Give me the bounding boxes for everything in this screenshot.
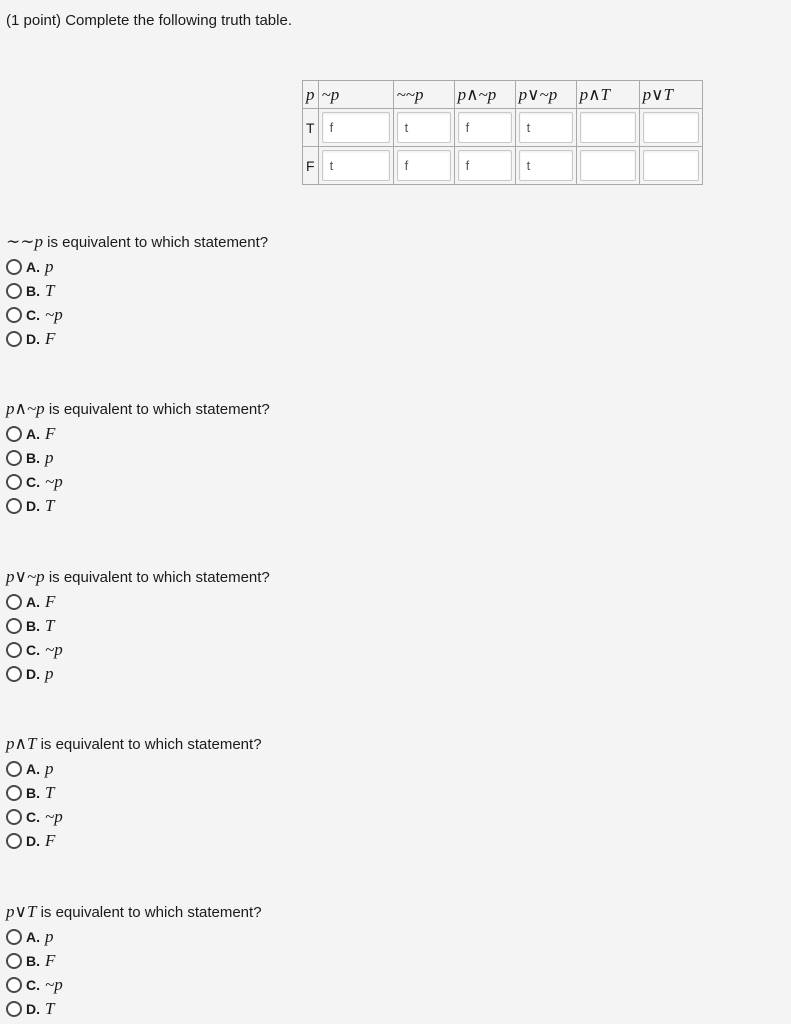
option-c[interactable]: C. ~p <box>6 805 262 829</box>
radio-button[interactable] <box>6 259 22 275</box>
question-p-and-not-p <box>6 398 270 518</box>
option-d[interactable]: D. T <box>6 494 270 518</box>
question-text: is equivalent to which statement? <box>48 569 270 586</box>
option-b[interactable]: B. T <box>6 781 262 805</box>
option-d[interactable]: D. T <box>6 997 262 1021</box>
answer-input[interactable]: f <box>322 112 390 143</box>
radio-button[interactable] <box>6 426 22 442</box>
answer-input[interactable]: t <box>322 150 390 181</box>
cell <box>393 109 454 147</box>
header-p-and-not-p: p∧~p <box>454 81 515 109</box>
truth-table-header-row <box>303 81 703 109</box>
option-c[interactable]: C. ~p <box>6 303 268 327</box>
answer-input[interactable]: f <box>397 150 451 181</box>
cell <box>393 147 454 185</box>
option-c[interactable]: C. ~p <box>6 638 270 662</box>
truth-table-row <box>303 109 703 147</box>
option-b[interactable]: B. T <box>6 614 270 638</box>
radio-button[interactable] <box>6 953 22 969</box>
radio-button[interactable] <box>6 666 22 682</box>
header-not-not-p: ~~p <box>393 81 454 109</box>
radio-button[interactable] <box>6 498 22 514</box>
cell <box>576 147 639 185</box>
header-p-or-not-p: p∨~p <box>515 81 576 109</box>
option-a[interactable]: A. F <box>6 422 270 446</box>
radio-button[interactable] <box>6 450 22 466</box>
radio-button[interactable] <box>6 474 22 490</box>
radio-button[interactable] <box>6 809 22 825</box>
answer-input[interactable] <box>580 112 636 143</box>
radio-button[interactable] <box>6 594 22 610</box>
option-d[interactable]: D. p <box>6 662 270 686</box>
option-a[interactable]: A. F <box>6 590 270 614</box>
cell <box>318 109 393 147</box>
header-p-or-t: p∨T <box>639 81 702 109</box>
cell <box>454 109 515 147</box>
radio-button[interactable] <box>6 642 22 658</box>
cell <box>639 147 702 185</box>
question-text: is equivalent to which statement? <box>40 904 262 921</box>
answer-input[interactable]: f <box>458 112 512 143</box>
cell <box>639 109 702 147</box>
truth-table-row <box>303 147 703 185</box>
row-label: F <box>303 147 319 185</box>
radio-button[interactable] <box>6 761 22 777</box>
radio-button[interactable] <box>6 331 22 347</box>
cell <box>515 109 576 147</box>
radio-button[interactable] <box>6 785 22 801</box>
answer-input[interactable]: t <box>519 112 573 143</box>
answer-input[interactable]: f <box>458 150 512 181</box>
question-expression: p∨~p <box>6 567 45 586</box>
question-expression: p∨T <box>6 902 37 921</box>
cell <box>576 109 639 147</box>
answer-input[interactable] <box>580 150 636 181</box>
radio-button[interactable] <box>6 307 22 323</box>
question-text: is equivalent to which statement? <box>48 401 270 418</box>
question-expression: ∼∼p <box>6 232 43 251</box>
row-label: T <box>303 109 319 147</box>
question-text: is equivalent to which statement? <box>40 736 262 753</box>
header-p: p <box>303 81 319 109</box>
question-expression: p∧~p <box>6 399 45 418</box>
option-a[interactable]: A. p <box>6 255 268 279</box>
answer-input[interactable]: t <box>397 112 451 143</box>
cell <box>515 147 576 185</box>
question-expression: p∧T <box>6 734 37 753</box>
truth-table <box>302 80 703 185</box>
radio-button[interactable] <box>6 618 22 634</box>
option-c[interactable]: C. ~p <box>6 973 262 997</box>
option-d[interactable]: D. F <box>6 829 262 853</box>
problem-prompt: (1 point) Complete the following truth table. <box>6 12 292 29</box>
option-d[interactable]: D. F <box>6 327 268 351</box>
option-a[interactable]: A. p <box>6 757 262 781</box>
header-not-p: ~p <box>318 81 393 109</box>
option-b[interactable]: B. T <box>6 279 268 303</box>
header-p-and-t: p∧T <box>576 81 639 109</box>
option-a[interactable]: A. p <box>6 925 262 949</box>
question-p-and-t <box>6 733 262 853</box>
radio-button[interactable] <box>6 977 22 993</box>
option-c[interactable]: C. ~p <box>6 470 270 494</box>
radio-button[interactable] <box>6 833 22 849</box>
option-b[interactable]: B. p <box>6 446 270 470</box>
cell <box>454 147 515 185</box>
answer-input[interactable] <box>643 112 699 143</box>
question-p-or-not-p <box>6 566 270 686</box>
question-not-not-p <box>6 231 268 351</box>
option-b[interactable]: B. F <box>6 949 262 973</box>
radio-button[interactable] <box>6 1001 22 1017</box>
answer-input[interactable]: t <box>519 150 573 181</box>
question-p-or-t <box>6 901 262 1021</box>
cell <box>318 147 393 185</box>
radio-button[interactable] <box>6 283 22 299</box>
question-text: is equivalent to which statement? <box>47 234 269 251</box>
answer-input[interactable] <box>643 150 699 181</box>
radio-button[interactable] <box>6 929 22 945</box>
